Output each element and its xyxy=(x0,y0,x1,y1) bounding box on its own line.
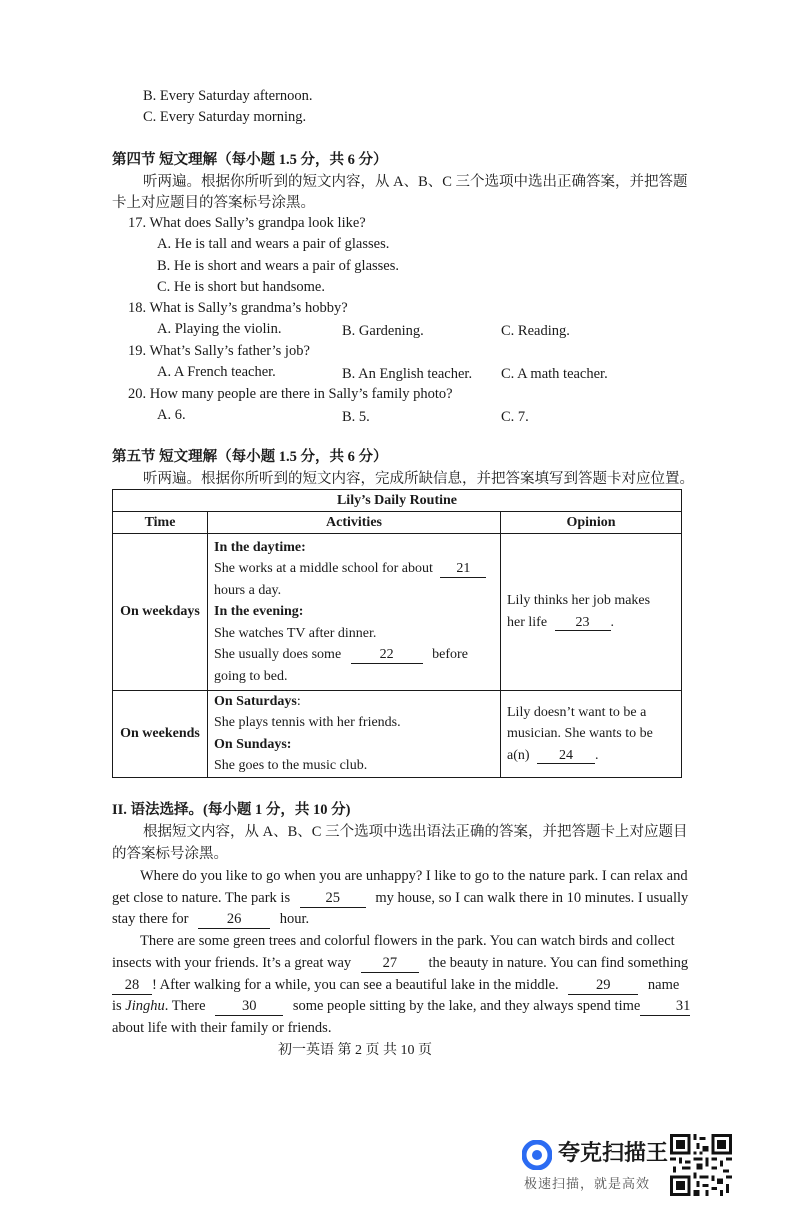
daily-routine-table xyxy=(112,489,682,778)
period: . xyxy=(595,747,599,763)
lake-name: Jinghu xyxy=(125,998,165,1014)
scanner-logo-icon xyxy=(522,1140,552,1170)
answer-blank-22[interactable]: 22 xyxy=(351,647,423,663)
activities-weekdays xyxy=(208,534,501,691)
q18-option-a: A. Playing the violin. xyxy=(157,321,282,337)
opinion-weekdays xyxy=(501,534,682,691)
opinion-weekdays-line-2 xyxy=(507,612,675,634)
section5-title: 第五节 短文理解（每小题 1.5 分，共 6 分） xyxy=(112,449,388,465)
passage-p2-line5: about life with their family or friends. xyxy=(112,1020,332,1036)
q20-option-b: B. 5. xyxy=(342,409,370,425)
time-weekdays: On weekdays xyxy=(113,534,208,691)
evening-line-1: She watches TV after dinner. xyxy=(214,625,377,641)
part2-instruction-1: 根据短文内容，从 A、B、C 三个选项中选出语法正确的答案，并把答题卡上对应题目 xyxy=(143,824,688,840)
section4-instruction-2: 卡上对应题目的答案标号涂黑。 xyxy=(112,195,315,211)
evening-line-2 xyxy=(214,644,494,666)
daytime-text: She works at a middle school for about xyxy=(214,561,433,577)
header-opinion: Opinion xyxy=(501,512,682,534)
q19-option-b: B. An English teacher. xyxy=(342,366,473,382)
p2-line3-c: name xyxy=(647,977,680,993)
passage-p1-line3 xyxy=(112,911,309,929)
answer-blank-28[interactable]: 28 xyxy=(112,978,152,995)
answer-blank-23[interactable]: 23 xyxy=(555,615,611,631)
p2-line2-a: insects with your friends. It’s a great way xyxy=(112,955,352,971)
passage-p2-line2 xyxy=(112,955,688,973)
daytime-line xyxy=(214,558,494,580)
q18-stem: 18. What is Sally’s grandma’s hobby? xyxy=(128,300,348,316)
passage-p2-line4 xyxy=(112,998,690,1016)
section5-instruction: 听两遍。根据你所听到的短文内容，完成所缺信息，并把答案填写到答题卡对应位置。 xyxy=(143,471,694,487)
p2-line3-b: ! After walking for a while, you can see a beautiful lake in the middle. xyxy=(152,977,559,993)
answer-blank-26[interactable]: 26 xyxy=(198,912,270,929)
opinion-weekdays-line-1: Lily thinks her job makes xyxy=(507,593,651,609)
p2-line4-c: some people sitting by the lake, and they always spend time xyxy=(292,998,641,1014)
passage-p2-line1: There are some green trees and colorful flowers in the park. You can watch birds and collect xyxy=(140,933,675,949)
prev-option-b: B. Every Saturday afternoon. xyxy=(143,88,313,104)
p2-line2-b: the beauty in nature. You can find something xyxy=(428,955,689,971)
daytime-label: In the daytime: xyxy=(214,539,306,555)
answer-blank-27[interactable]: 27 xyxy=(361,956,419,973)
p1-line3-a: stay there for xyxy=(112,911,189,927)
p1-line2-b: my house, so I can walk there in 10 minutes. I usually xyxy=(375,890,689,906)
evening-label: In the evening: xyxy=(214,604,304,620)
time-weekends: On weekends xyxy=(113,690,208,777)
q18-option-b: B. Gardening. xyxy=(342,323,424,339)
saturday-label: On Saturdays xyxy=(214,693,297,709)
q20-option-a: A. 6. xyxy=(157,407,186,423)
header-activities: Activities xyxy=(208,512,501,534)
opinion-weekends-line-1: Lily doesn’t want to be a xyxy=(507,704,647,720)
opinion-weekends-text: a(n) xyxy=(507,747,530,763)
part2-title: II. 语法选择。(每小题 1 分，共 10 分) xyxy=(112,802,351,818)
prev-option-c: C. Every Saturday morning. xyxy=(143,109,307,125)
part2-instruction-2: 的答案标号涂黑。 xyxy=(112,846,228,862)
q17-option-c: C. He is short but handsome. xyxy=(157,279,325,295)
opinion-weekends-line-2: musician. She wants to be xyxy=(507,726,653,742)
evening-line-3: going to bed. xyxy=(214,668,288,684)
p2-line4-a: is xyxy=(112,998,122,1014)
q19-stem: 19. What’s Sally’s father’s job? xyxy=(128,343,310,359)
q18-option-c: C. Reading. xyxy=(501,323,570,339)
colon: : xyxy=(296,693,301,709)
answer-blank-21[interactable]: 21 xyxy=(440,561,486,577)
q17-stem: 17. What does Sally’s grandpa look like? xyxy=(128,215,366,231)
page-footer: 初一英语 第 2 页 共 10 页 xyxy=(278,1043,432,1058)
p2-line4-b: . There xyxy=(164,998,206,1014)
header-time: Time xyxy=(113,512,208,534)
q19-option-a: A. A French teacher. xyxy=(157,364,276,380)
q19-option-c: C. A math teacher. xyxy=(501,366,608,382)
table-title: Lily’s Daily Routine xyxy=(113,490,682,512)
p1-line2-a: get close to nature. The park is xyxy=(112,890,291,906)
activities-weekends xyxy=(208,690,501,777)
passage-p1-line2 xyxy=(112,890,688,908)
table-row-weekends xyxy=(113,690,682,777)
passage-p2-line3 xyxy=(112,977,679,995)
section4-title: 第四节 短文理解（每小题 1.5 分，共 6 分） xyxy=(112,152,388,168)
sunday-label: On Sundays: xyxy=(214,736,292,752)
evening-text-a: She usually does some xyxy=(214,647,342,663)
saturday-label-line xyxy=(214,691,494,713)
opinion-weekdays-text: her life xyxy=(507,614,548,630)
section4-instruction-1: 听两遍。根据你所听到的短文内容，从 A、B、C 三个选项中选出正确答案，并把答题 xyxy=(143,174,688,190)
qr-code-icon xyxy=(670,1134,732,1196)
table-row-weekdays xyxy=(113,534,682,691)
q17-option-a: A. He is tall and wears a pair of glasses. xyxy=(157,236,390,252)
q17-option-b: B. He is short and wears a pair of glasses. xyxy=(157,258,400,274)
opinion-weekends-line-3 xyxy=(507,745,675,767)
q20-stem: 20. How many people are there in Sally’s family photo? xyxy=(128,386,453,402)
sunday-line: She goes to the music club. xyxy=(214,758,368,774)
passage-p1-line1: Where do you like to go when you are unhappy? I like to go to the nature park. I can relax and xyxy=(140,868,688,884)
answer-blank-25[interactable]: 25 xyxy=(300,891,366,908)
answer-blank-30[interactable]: 30 xyxy=(215,999,283,1016)
saturday-line: She plays tennis with her friends. xyxy=(214,715,401,731)
answer-blank-29[interactable]: 29 xyxy=(568,978,638,995)
watermark-brand: 夸克扫描王 xyxy=(558,1141,669,1166)
opinion-weekends xyxy=(501,690,682,777)
q20-option-c: C. 7. xyxy=(501,409,529,425)
p1-line3-b: hour. xyxy=(279,911,310,927)
period: . xyxy=(610,614,615,630)
answer-blank-31[interactable]: 31 xyxy=(640,999,690,1016)
evening-text-b: before xyxy=(432,647,468,663)
daytime-line-2: hours a day. xyxy=(214,582,282,598)
watermark-slogan: 极速扫描，就是高效 xyxy=(524,1177,651,1192)
answer-blank-24[interactable]: 24 xyxy=(537,748,595,764)
